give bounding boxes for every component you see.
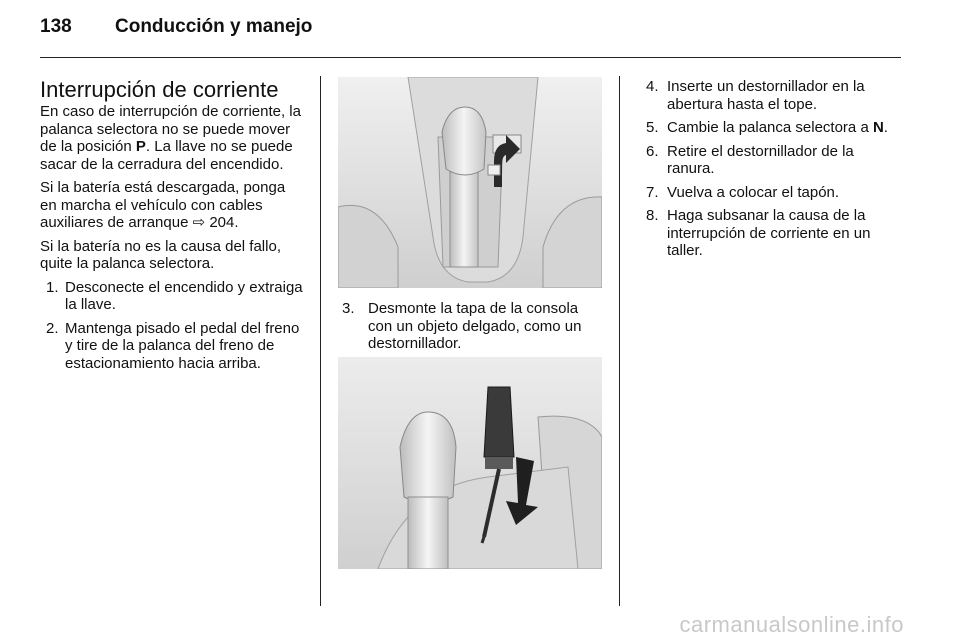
list-item: 3. Desmonte la tapa de la consola con un objeto delgado, como un destornillador. [342, 300, 582, 352]
list-item: 6. Retire el destornillador de la ranura. [646, 142, 854, 177]
page-reference[interactable]: 204. [205, 214, 239, 231]
list-item: 4. Inserte un destornillador en la abertura hasta el tope. [646, 78, 865, 113]
paragraph-battery: Si la batería está descargada, ponga en marcha el vehículo con cables auxiliares de arranque ⇨ 204. [40, 179, 286, 231]
section-title: Interrupción de corriente [40, 77, 279, 102]
column-divider-left [320, 76, 321, 606]
list-item: 2. Mantenga pisado el pedal del freno y tire de la palanca del freno de estacionamiento hacia arriba. [46, 319, 300, 372]
chapter-title: Conducción y manejo [115, 16, 313, 37]
illustration-console-cover [338, 77, 602, 288]
steps-list-1 [40, 279, 305, 373]
column-left [40, 78, 305, 378]
paragraph-power-failure: En caso de interrupción de corriente, la palanca selectora no se puede mover de la posición P. La llave no se puede sacar de la cerradura del encendido. [40, 103, 301, 173]
list-item: 7. Vuelva a colocar el tapón. [646, 183, 840, 201]
watermark: carmanualsonline.info [679, 612, 904, 637]
steps-list-2 [342, 300, 606, 353]
column-right [642, 78, 904, 266]
header-rule [40, 57, 901, 58]
page-number: 138 [40, 16, 72, 37]
column-divider-right [619, 76, 620, 606]
column-middle-text [342, 300, 606, 359]
illustration-screwdriver [338, 357, 602, 569]
page-reference-icon: ⇨ [192, 214, 206, 231]
list-item: 8. Haga subsanar la causa de la interrupción de corriente en un taller. [646, 207, 871, 259]
paragraph-remove-lever: Si la batería no es la causa del fallo, quite la palanca selectora. [40, 237, 281, 272]
list-item: 5. Cambie la palanca selectora a N. [646, 119, 888, 136]
steps-list-3 [642, 78, 904, 260]
list-item: 1. Desconecte el encendido y extraiga la llave. [46, 278, 303, 313]
